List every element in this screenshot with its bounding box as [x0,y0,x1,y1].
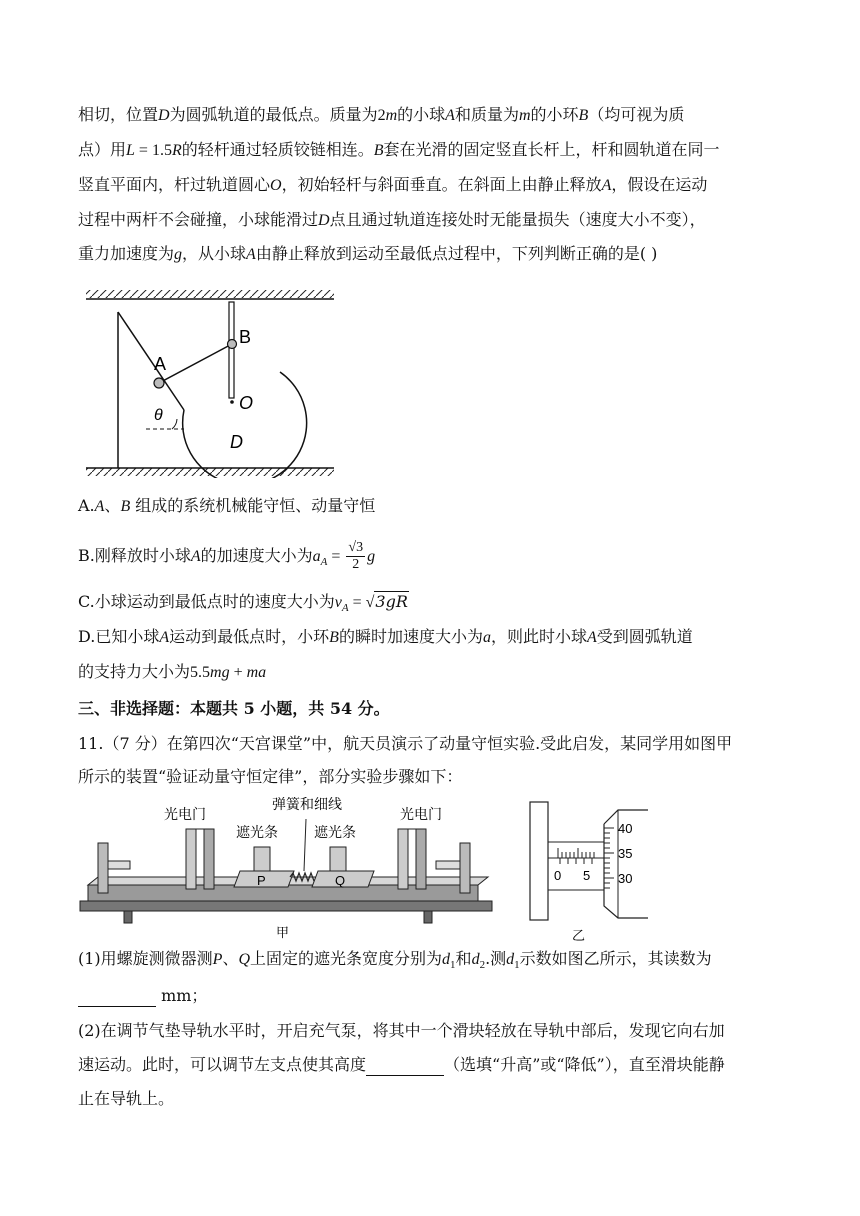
vertical-rod [229,302,234,398]
label-theta: θ [154,407,163,424]
label-Q: Q [335,873,346,888]
fraction-sqrt3-over-2: $\frac{√3}{2}$ [348,540,364,572]
micrometer-figure [524,798,674,946]
left-foot [124,911,132,923]
incline-track-figure [84,288,344,478]
micrometer-frame [530,802,548,920]
paragraph-line-2: 点）用L = 1.5R的轻杆通过轻质铰链相连。B套在光滑的固定竖直长杆上，杆和圆轨道在同一 [78,140,720,159]
right-gate-post-2 [416,829,426,889]
option-D-line-2: 的支持力大小为5.5mg + ma [78,662,267,681]
right-end-handle [436,861,460,869]
spring-leader [304,819,306,871]
q11-line-2: 所示的装置“验证动量守恒定律”，部分实验步骤如下： [78,767,463,786]
label-O: O [239,393,254,413]
step2-line-2: 速运动。此时，可以调节左支点使其高度 （选填“升高”或“降低”），直至滑块能静 [78,1055,725,1074]
caption-yi: 乙 [572,928,586,943]
main-label-5: 5 [583,868,591,883]
paragraph-line-5: 重力加速度为g，从小球A由静止释放到运动至最低点过程中，下列判断正确的是( ) [78,244,658,263]
answer-blank-1[interactable] [78,990,156,1007]
right-end-block [460,843,470,893]
thimble-scale-ticks [604,828,614,888]
option-B: B.刚释放时小球A的加速度大小为$a_A$ = $\frac{√3}{2}$ g [78,540,376,572]
step2-line-3: 止在导轨上。 [78,1089,175,1108]
step2-line-1: (2)在调节气垫导轨水平时，开启充气泵，将其中一个滑块轻放在导轨中部后，发现它向右加 [78,1021,725,1040]
ceiling-hatch [86,290,334,298]
main-scale-ticks [558,848,594,864]
paragraph-line-1: 相切，位置D为圆弧轨道的最低点。质量为2m的小球A和质量为m的小环B（均可视为质 [78,105,685,124]
label-strip-left: 遮光条 [236,824,278,840]
step1-line-2: mm； [78,985,207,1007]
label-D: D [230,432,243,452]
label-strip-right: 遮光条 [314,824,356,840]
thimble-label-40: 40 [618,821,633,836]
label-gate-right: 光电门 [400,806,442,822]
left-end-block [98,843,108,893]
thimble-label-35: 35 [618,846,633,861]
label-B: B [239,327,252,347]
ball-A [154,378,164,388]
main-label-0: 0 [554,868,562,883]
theta-arc [172,419,177,429]
incline-line [118,312,184,410]
strip-Q [330,847,346,871]
strip-P [254,847,270,871]
label-P: P [257,873,266,888]
label-A: A [154,354,167,374]
circular-track [183,372,307,478]
step1-line-1: (1)用螺旋测微器测P、Q上固定的遮光条宽度分别为$d_1$和$d_2$.测$d_1$示数如图乙所示，其读数为 [78,949,712,971]
option-C: C.小球运动到最低点时的速度大小为$v_A = √3gR$ [78,592,408,614]
left-gate-post-2 [204,829,214,889]
right-foot [424,911,432,923]
ring-B [228,340,237,349]
option-D-line-1: D.已知小球A运动到最低点时，小环B的瞬时加速度大小为a，则此时小球A受到圆弧轨道 [78,627,693,646]
answer-blank-2[interactable] [366,1059,444,1076]
right-gate-post-1 [398,829,408,889]
air-track-figure [76,797,496,945]
center-O [230,400,234,404]
light-rod [159,344,232,383]
caption-jia: 甲 [276,925,290,940]
paragraph-line-4: 过程中两杆不会碰撞，小球能滑过D点且通过轨道连接处时无能量损失（速度大小不变）， [78,210,706,229]
paragraph-line-3: 竖直平面内，杆过轨道圆心O，初始轻杆与斜面垂直。在斜面上由静止释放A，假设在运动 [78,175,708,194]
option-A: A.A、B 组成的系统机械能守恒、动量守恒 [78,496,376,515]
left-end-handle [108,861,130,869]
section-heading: 三、非选择题：本题共 5 小题，共 54 分。 [78,699,390,718]
q11-line-1: 11.（7 分）在第四次“天宫课堂”中，航天员演示了动量守恒实验.受此启发，某同学用如图甲 [78,734,733,753]
label-gate-left: 光电门 [164,806,206,822]
thimble-label-30: 30 [618,871,633,886]
label-spring: 弹簧和细线 [272,797,342,812]
left-gate-post-1 [186,829,196,889]
rail-bottom [80,901,492,911]
